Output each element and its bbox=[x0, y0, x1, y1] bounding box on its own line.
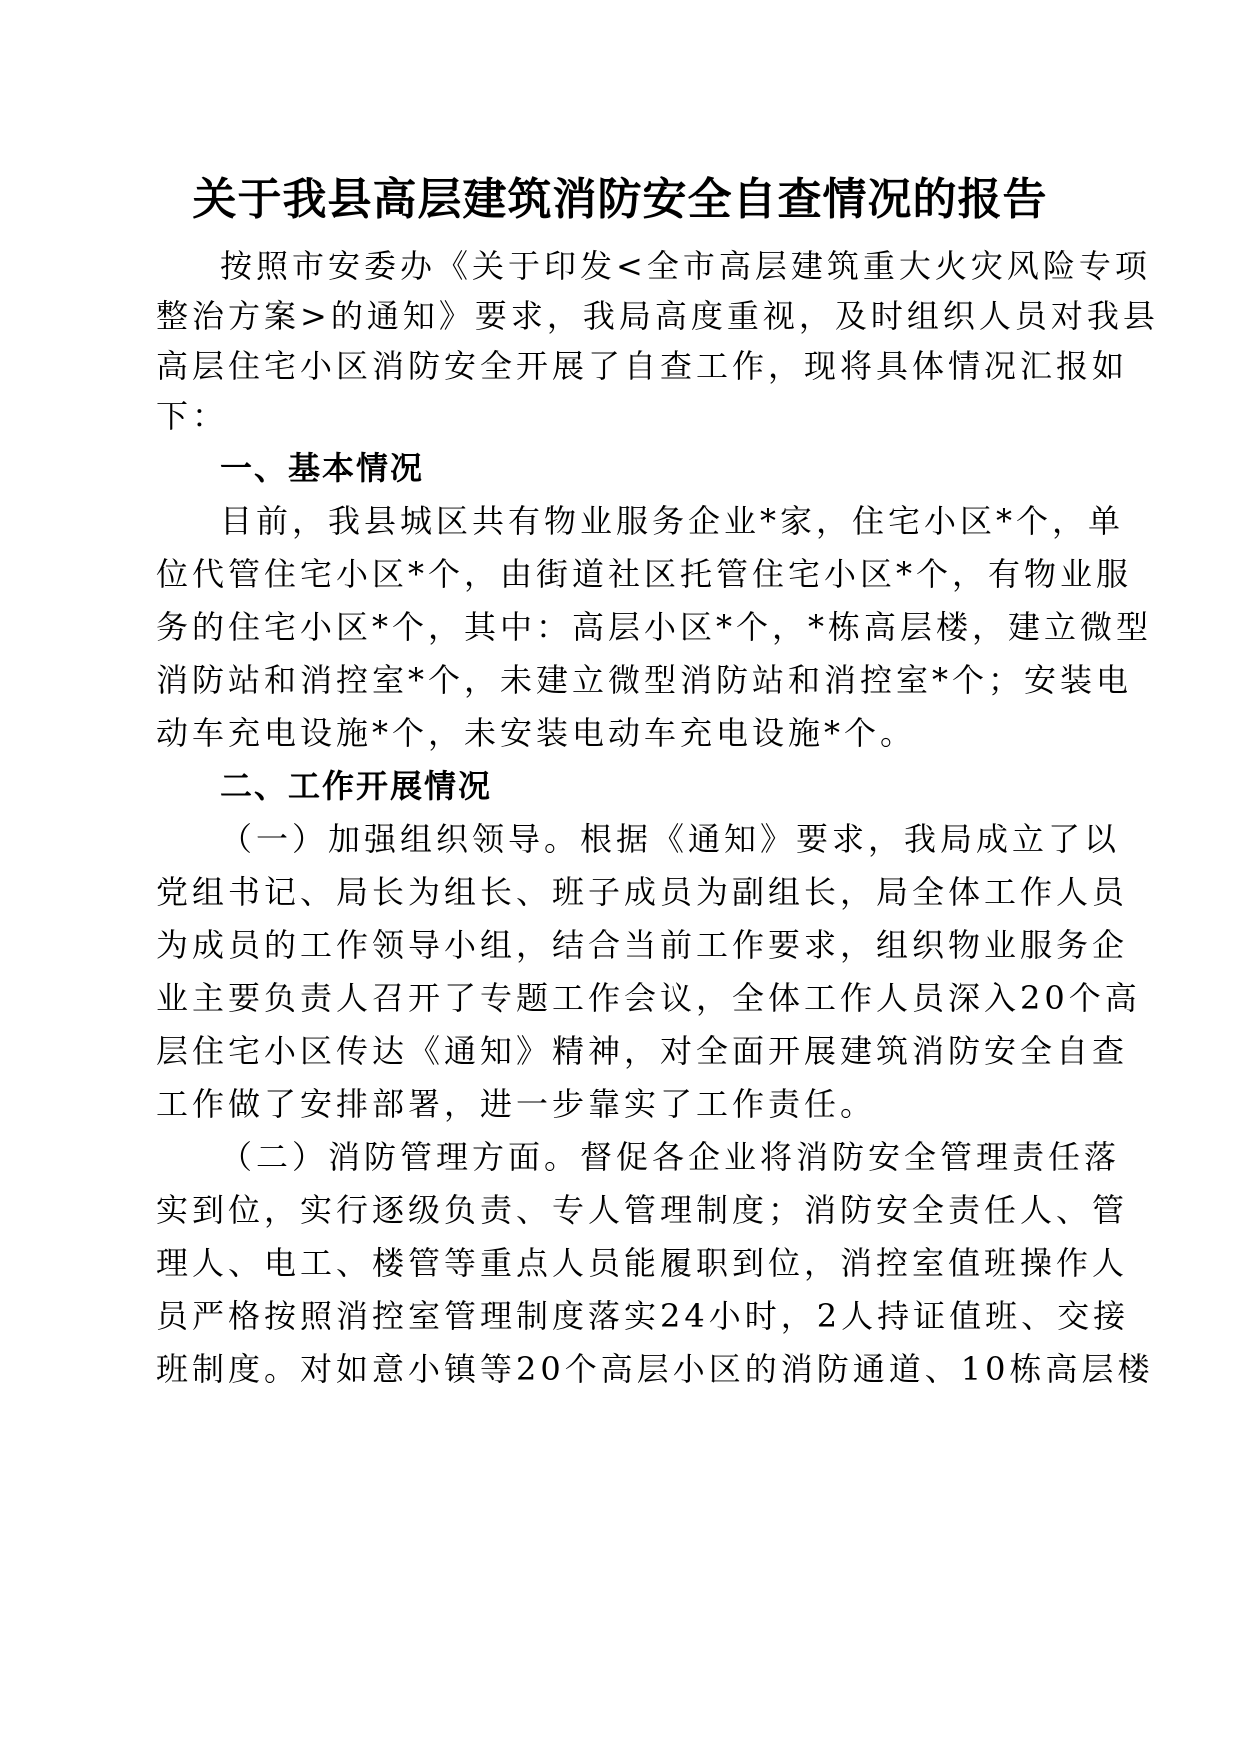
section2-sub1-line-4: 业主要负责人召开了专题工作会议，全体工作人员深入20个高 bbox=[156, 979, 1141, 1017]
section1-line-4: 消防站和消控室*个，未建立微型消防站和消控室*个；安装电 bbox=[156, 661, 1133, 699]
section1-line-5: 动车充电设施*个，未安装电动车充电设施*个。 bbox=[156, 714, 917, 752]
intro-line-3: 高层住宅小区消防安全开展了自查工作，现将具体情况汇报如 bbox=[156, 347, 1129, 385]
section2-sub1-line-3: 为成员的工作领导小组，结合当前工作要求，组织物业服务企 bbox=[156, 926, 1129, 964]
section2-sub1-line-6: 工作做了安排部署，进一步靠实了工作责任。 bbox=[156, 1085, 877, 1123]
section2-sub1-line-1: （一）加强组织领导。根据《通知》要求，我局成立了以 bbox=[220, 820, 1121, 858]
intro-line-1: 按照市安委办《关于印发<全市高层建筑重大火灾风险专项 bbox=[220, 247, 1151, 285]
section2-sub2-line-4: 员严格按照消控室管理制度落实24小时，2人持证值班、交接 bbox=[156, 1297, 1130, 1335]
document-title: 关于我县高层建筑消防安全自查情况的报告 bbox=[192, 174, 1048, 225]
section1-line-2: 位代管住宅小区*个，由街道社区托管住宅小区*个，有物业服 bbox=[156, 555, 1133, 593]
section2-sub2-line-3: 理人、电工、楼管等重点人员能履职到位，消控室值班操作人 bbox=[156, 1244, 1129, 1282]
intro-line-2: 整治方案>的通知》要求，我局高度重视，及时组织人员对我县 bbox=[156, 297, 1159, 335]
section2-sub1-line-5: 层住宅小区传达《通知》精神，对全面开展建筑消防安全自查 bbox=[156, 1032, 1129, 1070]
section-heading-basic: 一、基本情况 bbox=[220, 449, 425, 487]
section2-sub2-line-5: 班制度。对如意小镇等20个高层小区的消防通道、10栋高层楼 bbox=[156, 1350, 1154, 1388]
section2-sub1-line-2: 党组书记、局长为组长、班子成员为副组长，局全体工作人员 bbox=[156, 873, 1129, 911]
intro-line-4: 下： bbox=[156, 397, 229, 435]
section2-sub2-line-1: （二）消防管理方面。督促各企业将消防安全管理责任落 bbox=[220, 1138, 1121, 1176]
section2-sub2-line-2: 实到位，实行逐级负责、专人管理制度；消防安全责任人、管 bbox=[156, 1191, 1129, 1229]
section-heading-work: 二、工作开展情况 bbox=[220, 767, 493, 805]
section1-line-1: 目前，我县城区共有物业服务企业*家，住宅小区*个，单 bbox=[220, 502, 1125, 540]
section1-line-3: 务的住宅小区*个，其中：高层小区*个，*栋高层楼，建立微型 bbox=[156, 608, 1153, 646]
